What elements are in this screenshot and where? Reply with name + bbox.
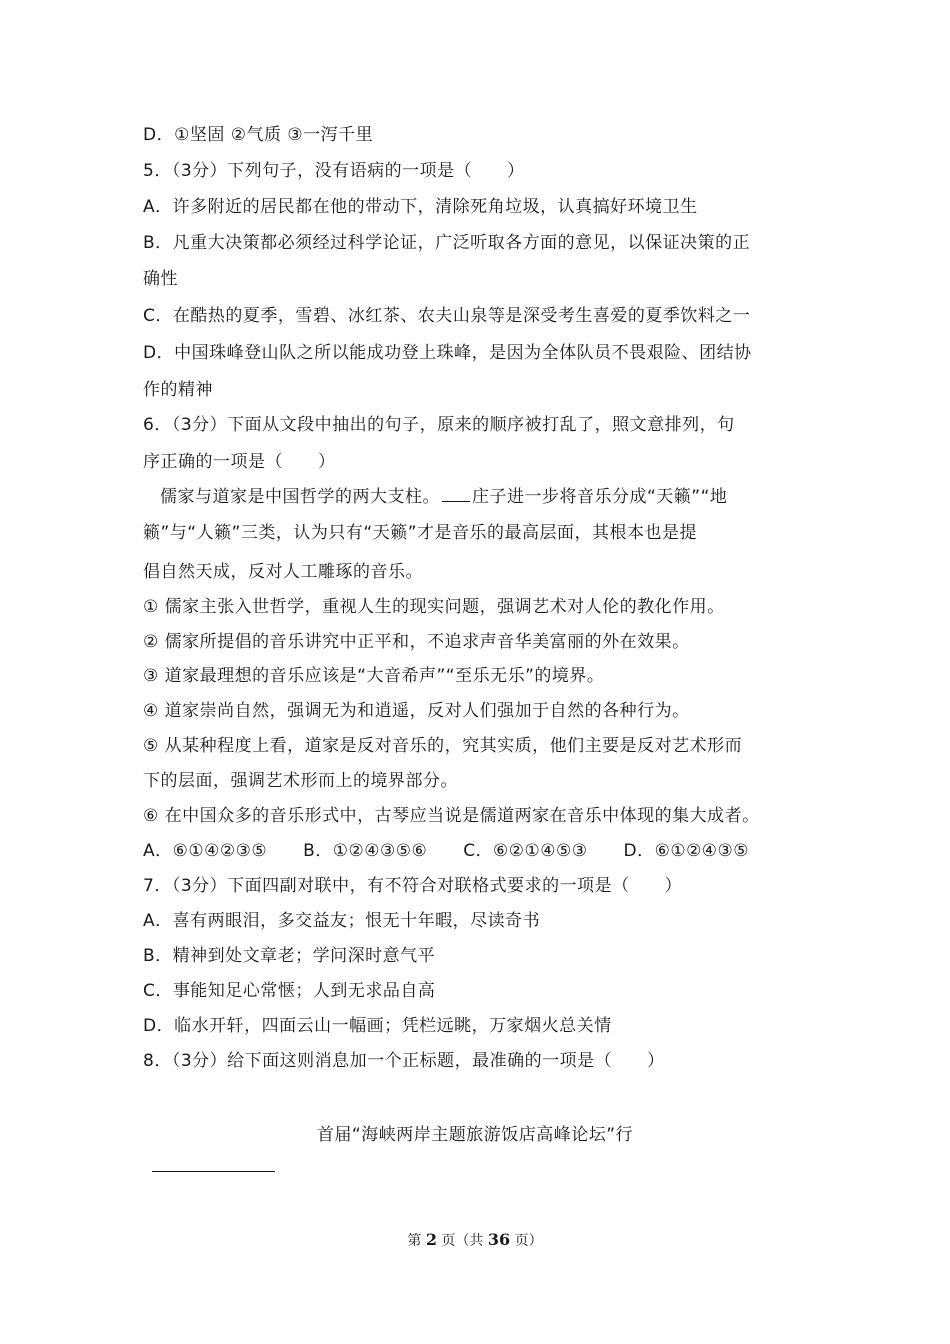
q6-option-b: B．①②④③⑤⑥ bbox=[303, 841, 428, 861]
sentence-1: ① 儒家主张入世哲学，重视人生的现实问题，强调艺术对人伦的教化作用。 bbox=[143, 597, 725, 617]
footer-total-pages: 36 bbox=[487, 1230, 511, 1249]
passage-line-1 bbox=[160, 486, 830, 508]
sentence-6: ⑥ 在中国众多的音乐形式中，古琴应当说是儒道两家在音乐中体现的集大成者。 bbox=[143, 806, 760, 826]
q5-option-d: D．中国珠峰登山队之所以能成功登上珠峰，是因为全体队员不畏艰险、团结协 bbox=[143, 343, 752, 363]
page-footer bbox=[0, 1230, 950, 1250]
footer-suffix: 页） bbox=[510, 1233, 543, 1249]
q8-stem: 8．（3分）给下面这则消息加一个正标题，最准确的一项是（ ） bbox=[143, 1051, 665, 1071]
q5-option-b-cont: 确性 bbox=[143, 269, 178, 289]
footer-middle: 页（共 bbox=[436, 1233, 488, 1249]
passage-line-3: 倡自然天成，反对人工雕琢的音乐。 bbox=[143, 562, 423, 582]
q5-option-d-cont: 作的精神 bbox=[143, 380, 213, 400]
q7-stem: 7．（3分）下面四副对联中，有不符合对联格式要求的一项是（ ） bbox=[143, 876, 683, 896]
sentence-4: ④ 道家崇尚自然，强调无为和逍遥，反对人们强加于自然的各种行为。 bbox=[143, 701, 690, 721]
q5-option-a: A．许多附近的居民都在他的带动下，清除死角垃圾，认真搞好环境卫生 bbox=[143, 197, 698, 217]
footer-prefix: 第 bbox=[407, 1233, 426, 1249]
q6-option-a: A．⑥①④②③⑤ bbox=[143, 841, 268, 861]
q7-option-a: A．喜有两眼泪，多交益友；恨无十年暇，尽读奇书 bbox=[143, 911, 541, 931]
passage-line-2: 籁”与“人籁”三类，认为只有“天籁”才是音乐的最高层面，其根本也是提 bbox=[143, 523, 698, 543]
passage-part2: 庄子进一步将音乐分成“天籁”“地 bbox=[472, 487, 728, 507]
q7-option-c: C．事能知足心常惬；人到无求品自高 bbox=[143, 981, 436, 1001]
q7-option-d: D．临水开轩，四面云山一幅画；凭栏远眺，万家烟火总关情 bbox=[143, 1016, 612, 1036]
sentence-3: ③ 道家最理想的音乐应该是“大音希声”“至乐无乐”的境界。 bbox=[143, 666, 605, 686]
q6-stem-cont: 序正确的一项是（ ） bbox=[143, 452, 336, 472]
q6-option-d: D．⑥①②④③⑤ bbox=[623, 841, 750, 861]
q6-option-c: C．⑥②①④⑤③ bbox=[463, 841, 588, 861]
q5-stem: 5．（3分）下列句子，没有语病的一项是（ ） bbox=[143, 161, 525, 181]
q5-option-c: C．在酷热的夏季，雪碧、冰红茶、农夫山泉等是深受考生喜爱的夏季饮料之一 bbox=[143, 306, 751, 326]
q6-options bbox=[143, 840, 813, 862]
q6-stem: 6．（3分）下面从文段中抽出的句子，原来的顺序被打乱了，照文意排列，句 bbox=[143, 415, 735, 435]
sentence-5-cont: 下的层面，强调艺术形而上的境界部分。 bbox=[143, 771, 458, 791]
passage-blank bbox=[442, 486, 470, 502]
news-subtitle: 首届“海峡两岸主题旅游饭店高峰论坛”行 bbox=[316, 1125, 634, 1145]
passage-part1: 儒家与道家是中国哲学的两大支柱。 bbox=[160, 487, 440, 507]
sentence-5: ⑤ 从某种程度上看，道家是反对音乐的，究其实质，他们主要是反对艺术形而 bbox=[143, 736, 743, 756]
footer-page-number: 2 bbox=[425, 1230, 437, 1249]
answer-blank-line bbox=[152, 1171, 275, 1172]
q7-option-b: B．精神到处文章老；学问深时意气平 bbox=[143, 946, 436, 966]
q4-option-d: D．①坚固 ②气质 ③一泻千里 bbox=[143, 125, 374, 145]
q5-option-b: B．凡重大决策都必须经过科学论证，广泛听取各方面的意见，以保证决策的正 bbox=[143, 233, 751, 253]
sentence-2: ② 儒家所提倡的音乐讲究中正平和，不追求声音华美富丽的外在效果。 bbox=[143, 632, 690, 652]
